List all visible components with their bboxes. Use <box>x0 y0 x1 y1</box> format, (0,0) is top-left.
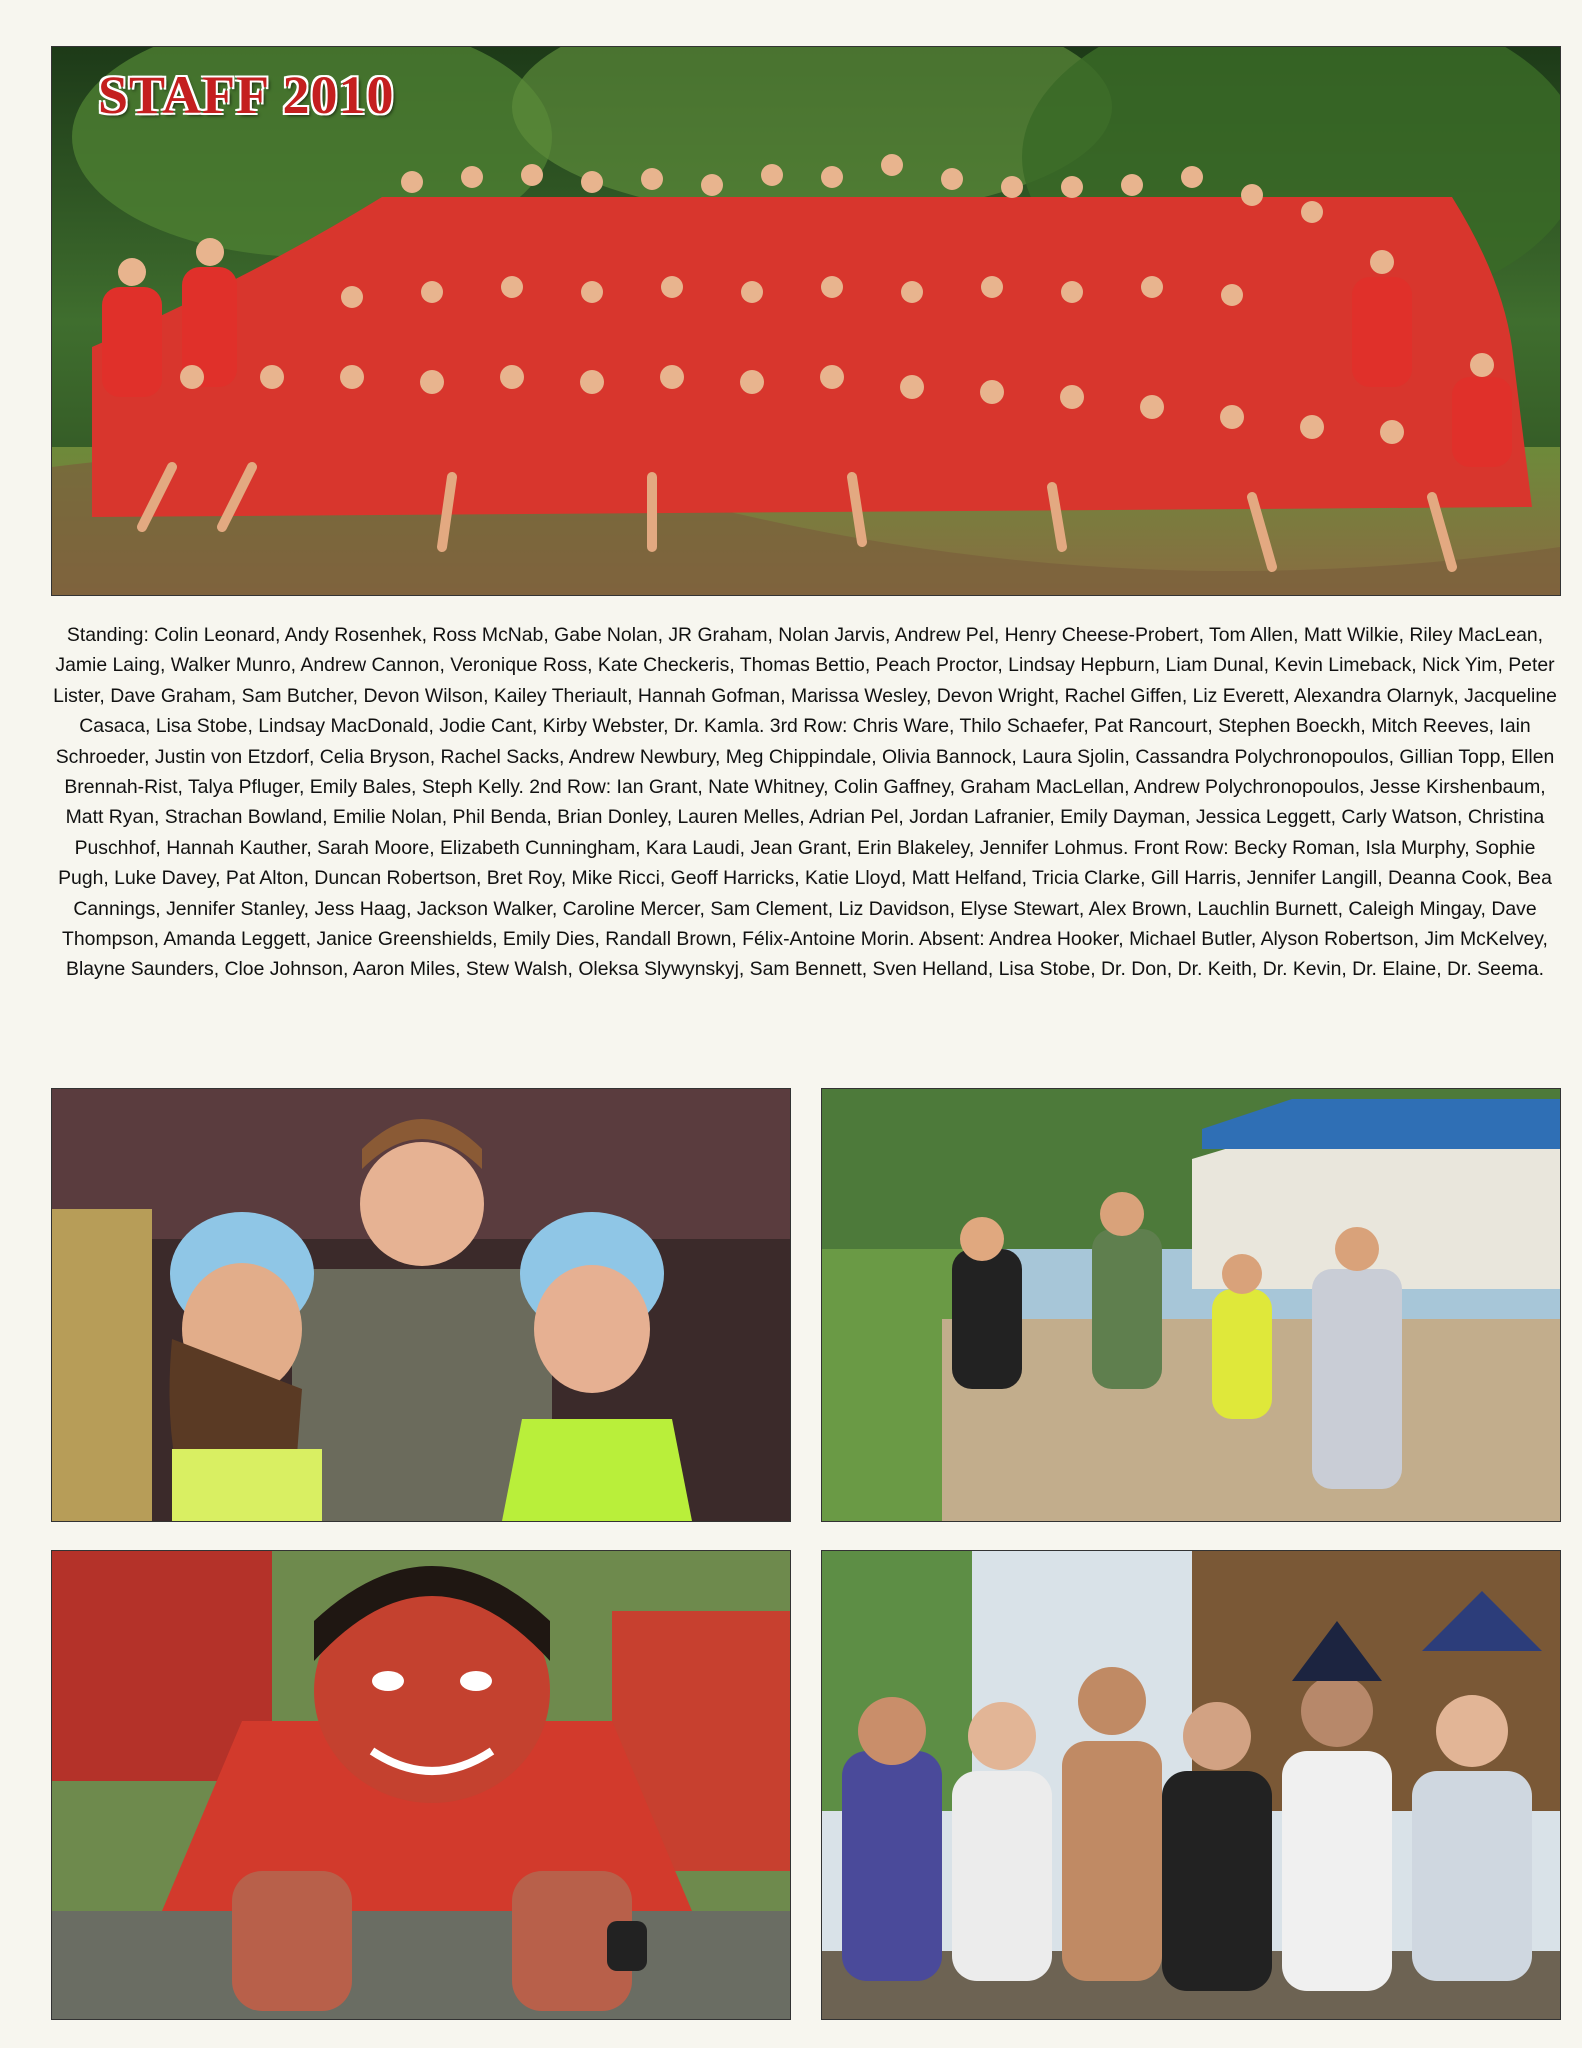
photo-title: STAFF 2010 <box>98 65 395 125</box>
group-photo-image <box>52 47 1560 595</box>
beach-photo-image <box>822 1089 1560 1521</box>
facepaint-photo-image <box>52 1551 790 2019</box>
pirates-photo-image <box>822 1551 1560 2019</box>
group-photo <box>51 46 1561 596</box>
helmets-photo <box>51 1088 791 1522</box>
facepaint-photo <box>51 1550 791 2020</box>
pirates-photo <box>821 1550 1561 2020</box>
helmets-photo-image <box>52 1089 790 1521</box>
staff-caption: Standing: Colin Leonard, Andy Rosenhek, Ross McNab, Gabe Nolan, JR Graham, Nolan Jarvis, Andrew Pel, Henry Cheese-Probert, Tom Allen, Matt Wilkie, Riley MacLean, Jamie Laing, Walker Munro, Andrew Cannon, Veronique Ross, Kate Checkeris, Thomas Bettio, Peach Proctor, Lindsay Hepburn, Liam Dunal, Kevin Limeback, Nick Yim, Peter Lister, Dave Graham, Sam Butcher, Devon Wilson, Kailey Theriault, Hannah Gofman, Marissa Wesley, Devon Wright, Rachel Giffen, Liz Everett, Alexandra Olarnyk, Jacqueline Casaca, Lisa Stobe, Lindsay MacDonald, Jodie Cant, Kirby Webster, Dr. Kamla. 3rd Row: Chris Ware, Thilo Schaefer, Pat Rancourt, Stephen Boeckh, Mitch Reeves, Iain Schroeder, Justin von Etzdorf, Celia Bryson, Rachel Sacks, Andrew Newbury, Meg Chippindale, Olivia Bannock, Laura Sjolin, Cassandra Polychronopoulos, Gillian Topp, Ellen Brennah-Rist, Talya Pfluger, Emily Bales, Steph Kelly. 2nd Row: Ian Grant, Nate Whitney, Colin Gaffney, Graham MacLellan, Andrew Polychronopoulos, Jesse Kirshenbaum, Matt Ryan, Strachan Bowland, Emilie Nolan, Phil Benda, Brian Donley, Lauren Melles, Adrian Pel, Jordan Lafranier, Emily Dayman, Jessica Leggett, Carly Watson, Christina Puschhof, Hannah Kauther, Sarah Moore, Elizabeth Cunningham, Kara Laudi, Jean Grant, Erin Blakeley, Jennifer Lohmus. Front Row: Becky Roman, Isla Murphy, Sophie Pugh, Luke Davey, Pat Alton, Duncan Robertson, Bret Roy, Mike Ricci, Geoff Harricks, Katie Lloyd, Matt Helfand, Tricia Clarke, Gill Harris, Jennifer Langill, Deanna Cook, Bea Cannings, Jennifer Stanley, Jess Haag, Jackson Walker, Caroline Mercer, Sam Clement, Liz Davidson, Elyse Stewart, Alex Brown, Lauchlin Burnett, Caleigh Mingay, Dave Thompson, Amanda Leggett, Janice Greenshields, Emily Dies, Randall Brown, Félix-Antoine Morin. Absent: Andrea Hooker, Michael Butler, Alyson Robertson, Jim McKelvey, Blayne Saunders, Cloe Johnson, Aaron Miles, Stew Walsh, Oleksa Slywynskyj, Sam Bennett, Sven Helland, Lisa Stobe, Dr. Don, Dr. Keith, Dr. Kevin, Dr. Elaine, Dr. Seema. <box>53 624 1557 981</box>
beach-photo <box>821 1088 1561 1522</box>
